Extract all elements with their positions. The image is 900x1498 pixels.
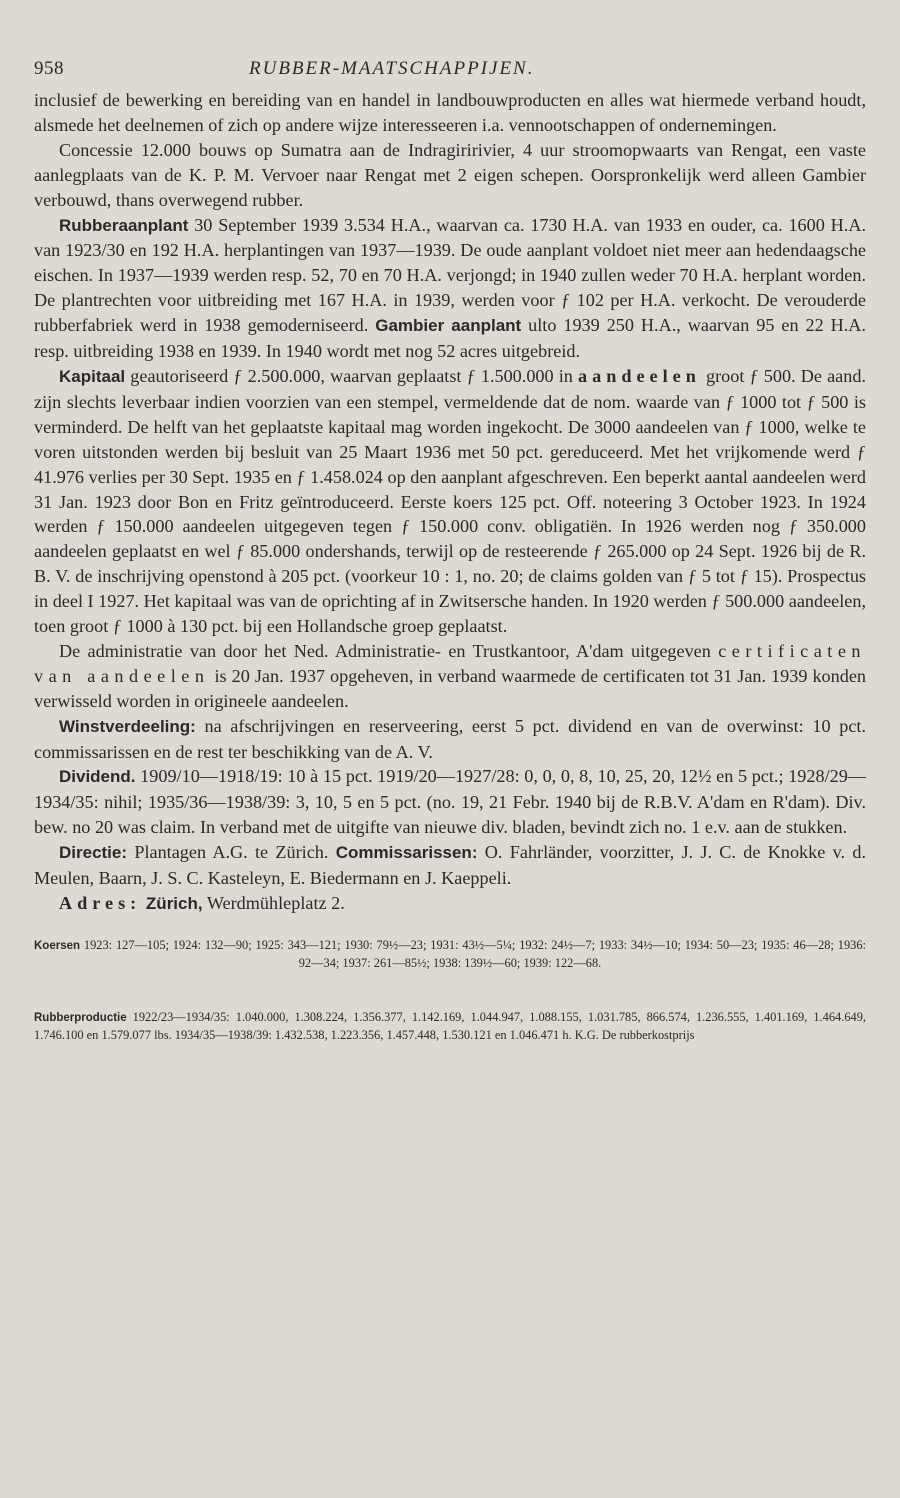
section-lead-adres: Adres:	[59, 893, 142, 913]
paragraph-concessie	[34, 138, 866, 213]
paragraph-rubberaanplant	[34, 213, 866, 364]
spaced-term-aandeelen: aandeelen	[578, 365, 701, 386]
body-text	[34, 88, 866, 917]
address-city: Zürich,	[141, 894, 203, 913]
paragraph-purpose	[34, 88, 866, 138]
section-lead-commissarissen: Commissarissen:	[335, 843, 478, 863]
paragraph-text: De administratie van door het Ned. Administratie- en Trustkantoor, A'dam uitgegeven	[59, 640, 719, 661]
paragraph-text: Plantagen A.G. te Zürich.	[127, 842, 336, 863]
section-lead-rubberaanplant: Rubberaanplant	[59, 215, 189, 235]
rubberproductie-label: Rubberproductie	[34, 1012, 127, 1025]
koersen-text	[34, 937, 866, 971]
section-lead-dividend: Dividend.	[59, 767, 136, 787]
paragraph-text: na afschrijvingen en reserveering, eerst 5 pct. dividend en van de overwinst: 10 pct. commissarissen en de rest ter beschikking van de A. V.	[34, 715, 866, 762]
koersen-block	[34, 937, 866, 971]
paragraph-text: O. Fahrländer, voorzitter, J. J. C. de Knokke v. d. Meulen, Baarn, J. S. C. Kasteleyn, E. Biedermann en J. Kaeppeli.	[34, 842, 867, 889]
paragraph-winstverdeeling	[34, 714, 866, 765]
page-header	[34, 58, 866, 80]
section-lead-winstverdeeling: Winstverdeeling:	[59, 716, 196, 736]
paragraph-administratie	[34, 639, 866, 714]
paragraph-text: inclusief de bewerking en bereiding van en handel in landbouwproducten en alles wat hiermede verband houdt, alsmede het deelnemen of zich op andere wijze interesseeren i.a. vennootschappen of ondernemingen.	[34, 90, 866, 135]
section-lead-kapitaal: Kapitaal	[59, 366, 126, 386]
paragraph-text: Werdmühleplatz 2.	[202, 893, 345, 913]
koersen-values: 1923: 127—105; 1924: 132—90; 1925: 343—121; 1930: 79½—23; 1931: 43½—5¼; 1932: 24½—7; 1933: 34½—10; 1934: 50—23; 1935: 46—28; 1936: 92—34; 1937: 261—85½; 1938: 139½—60; 1939: 122—68.	[80, 937, 866, 970]
paragraph-text: is 20 Jan. 1937 opgeheven, in verband waarmede de certificaten tot 31 Jan. 1939 konden verwisseld worden in origineele aandeelen.	[34, 665, 866, 711]
running-title: RUBBER-MAATSCHAPPIJEN.	[249, 58, 535, 79]
paragraph-directie	[34, 840, 866, 891]
section-lead-gambier: Gambier aanplant	[375, 316, 522, 336]
paragraph-text: Concessie 12.000 bouws op Sumatra aan de Indragiririvier, 4 uur stroomopwaarts van Rengat, een vaste aanlegplaats van de K. P. M. Vervoer naar Rengat met 2 eigen schepen. Oorspronkelijk werd alleen Gambier verbouwd, thans overwegend rubber.	[34, 139, 866, 210]
paragraph-text: geautoriseerd ƒ 2.500.000, waarvan geplaatst ƒ 1.500.000 in	[125, 365, 579, 386]
rubberproductie-block	[34, 1009, 866, 1043]
rubberproductie-text	[34, 1009, 866, 1043]
paragraph-kapitaal	[34, 364, 866, 639]
paragraph-text: 1909/10—1918/19: 10 à 15 pct. 1919/20—1927/28: 0, 0, 0, 8, 10, 25, 20, 12½ en 5 pct.; 1928/29—1934/35: nihil; 1935/36—1938/39: 3, 10, 5 en 5 pct. (no. 19, 21 Febr. 1940 bij de R.B.V. A'dam en R'dam). Div. bew. no 20 was claim. In verband met de uitgifte van nieuwe div. bladen, bevindt zich no. 1 e.v. aan de stukken.	[34, 766, 866, 838]
section-lead-directie: Directie:	[59, 843, 128, 863]
paragraph-text: groot ƒ 500. De aand. zijn slechts leverbaar indien voorzien van een stempel, vermeldende dat de nom. waarde van ƒ 1000 tot ƒ 500 is verminderd. De helft van het geplaatste kapitaal mag worden ingekocht. De 3000 aandeelen van ƒ 1000, welke te voren uitstonden werden bij besluit van 25 Maart 1936 met 50 pct. gereduceerd. Met het vrijkomende werd ƒ 41.976 verlies per 30 Sept. 1935 en ƒ 1.458.024 op den aanplant afgeschreven. Een beperkt aantal aandeelen werd 31 Jan. 1923 door Bon en Fritz geïntroduceerd. Eerste koers 125 pct. Off. noteering 3 October 1923. In 1924 werden ƒ 150.000 aandeelen uitgegeven tegen ƒ 150.000 conv. obligatiën. In 1926 werden nog ƒ 350.000 aandeelen geplaatst en wel ƒ 85.000 ondershands, terwijl op de resteerende ƒ 265.000 op 24 Sept. 1926 bij de R. B. V. de inschrijving openstond à 205 pct. (voorkeur 10 : 1, no. 20; de claims golden van ƒ 5 tot ƒ 15). Prospectus in deel I 1927. Het kapitaal was van de oprichting af in Zwitsersche handen. In 1920 werden ƒ 500.000 aandeelen, toen groot ƒ 1000 à 130 pct. bij een Hollandsche groep geplaatst.	[34, 365, 866, 637]
spaced-term-certificaten: certificaten van aandeelen	[34, 640, 866, 686]
paragraph-adres	[34, 891, 866, 917]
koersen-label: Koersen	[34, 939, 81, 952]
paragraph-text: 30 September 1939 3.534 H.A., waarvan ca. 1730 H.A. van 1933 en ouder, ca. 1600 H.A. van 1923/30 en 192 H.A. herplantingen van 1937—1939. De oude aanplant voldoet niet meer aan hedendaagsche eischen. In 1937—1939 werden resp. 52, 70 en 70 H.A. verjongd; in 1940 zullen weder 70 H.A. herplant worden. De plantrechten voor uitbreiding met 167 H.A. in 1939, werden voor ƒ 102 per H.A. verkocht. De verouderde rubberfabriek werd in 1938 gemoderniseerd.	[34, 214, 866, 336]
page-number: 958	[34, 58, 64, 79]
paragraph-dividend	[34, 764, 866, 840]
paragraph-text: ulto 1939 250 H.A., waarvan 95 en 22 H.A. resp. uitbreiding 1938 en 1939. In 1940 wordt met nog 52 acres uitgebreid.	[34, 315, 866, 362]
rubberproductie-values: 1922/23—1934/35: 1.040.000, 1.308.224, 1.356.377, 1.142.169, 1.044.947, 1.088.155, 1.031.785, 866.574, 1.236.555, 1.401.169, 1.464.649, 1.746.100 en 1.579.077 lbs. 1934/35—1938/39: 1.432.538, 1.223.356, 1.457.448, 1.530.121 en 1.046.471 h. K.G. De rubberkostprijs	[34, 1010, 866, 1042]
